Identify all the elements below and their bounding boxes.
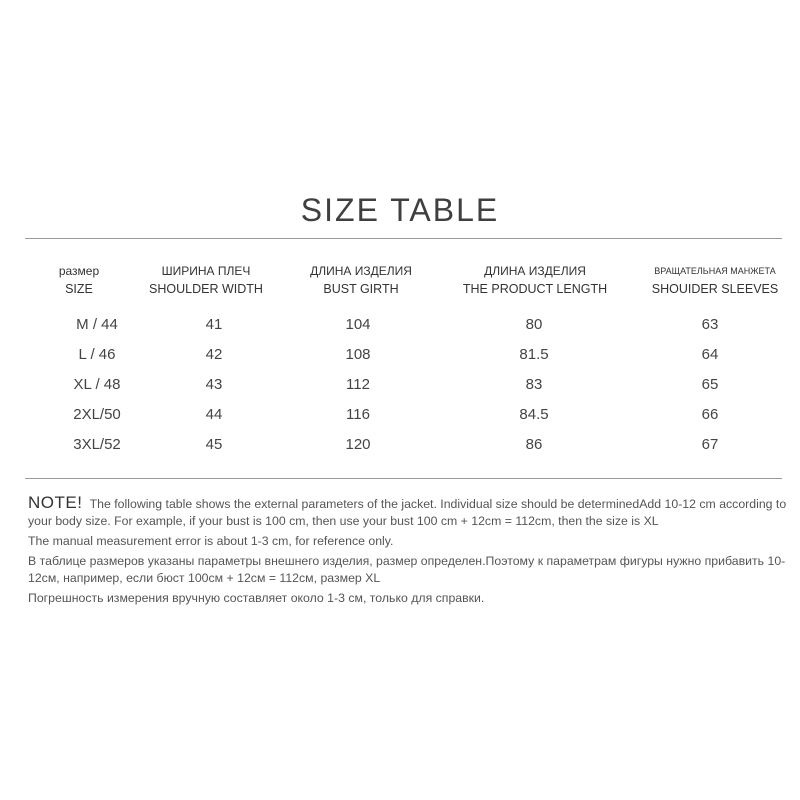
header-product-length <box>463 262 607 298</box>
header-shoulder-width-en: SHOULDER WIDTH <box>149 282 263 296</box>
size-table-title: SIZE TABLE <box>300 192 500 228</box>
header-size-en: SIZE <box>65 282 93 296</box>
cell-shoulder-sleeves: 65 <box>701 376 719 393</box>
cell-shoulder-sleeves: 66 <box>701 406 719 423</box>
header-shoulder-width-ru: ШИРИНА ПЛЕЧ <box>161 264 251 278</box>
header-shoulder-sleeves <box>652 262 778 298</box>
note-paragraph-4: Погрешность измерения вручную составляет около 1-3 см, только для справки. <box>28 591 485 605</box>
header-bust-girth <box>310 262 412 298</box>
cell-size: 3XL/52 <box>73 436 121 453</box>
cell-size: L / 46 <box>78 346 116 363</box>
cell-shoulder-width: 45 <box>205 436 223 453</box>
top-divider <box>25 238 782 239</box>
header-size-ru: размер <box>58 264 100 278</box>
table-row <box>0 406 800 430</box>
header-shoulder-sleeves-ru: ВРАЩАТЕЛЬНАЯ МАНЖЕТА <box>654 266 776 276</box>
cell-shoulder-sleeves: 64 <box>701 346 719 363</box>
cell-shoulder-sleeves: 63 <box>701 316 719 333</box>
note-heading: NOTE! <box>28 493 83 512</box>
cell-bust-girth: 108 <box>345 346 371 363</box>
cell-bust-girth: 116 <box>346 406 370 423</box>
bottom-divider <box>25 478 782 479</box>
note-line-1: The following table shows the external parameters of the jacket. Individual size should be determinedAdd 10-12 cm according to your body size. For example, if your bust is 100 cm, then use your bust 100 cm + 12cm = 112cm, then the size is XL <box>28 497 787 528</box>
cell-product-length: 81.5 <box>519 346 549 363</box>
cell-product-length: 86 <box>525 436 543 453</box>
cell-size: XL / 48 <box>73 376 121 393</box>
cell-bust-girth: 112 <box>346 376 370 393</box>
cell-bust-girth: 104 <box>345 316 371 333</box>
header-bust-girth-ru: ДЛИНА ИЗДЕЛИЯ <box>310 264 412 278</box>
cell-shoulder-width: 43 <box>205 376 223 393</box>
header-product-length-en: THE PRODUCT LENGTH <box>462 282 608 296</box>
table-row <box>0 346 800 370</box>
cell-product-length: 83 <box>525 376 543 393</box>
cell-size: 2XL/50 <box>73 406 121 423</box>
cell-size: M / 44 <box>76 316 118 333</box>
note-paragraph-2: The manual measurement error is about 1-3 cm, for reference only. <box>28 534 394 548</box>
note-paragraph-3: В таблице размеров указаны параметры внешнего изделия, размер определен.Поэтому к параметрам фигуры нужно прибавить 10-12см, например, если бюст 100см + 12см = 112см, размер XL <box>28 554 786 585</box>
notes-section <box>28 494 788 610</box>
table-row <box>0 316 800 340</box>
note-paragraph-1 <box>28 494 788 530</box>
header-shoulder-width <box>149 262 263 298</box>
header-bust-girth-en: BUST GIRTH <box>323 282 399 296</box>
cell-shoulder-width: 42 <box>205 346 223 363</box>
cell-shoulder-width: 41 <box>205 316 223 333</box>
cell-shoulder-sleeves: 67 <box>701 436 719 453</box>
cell-product-length: 84.5 <box>519 406 549 423</box>
cell-bust-girth: 120 <box>345 436 371 453</box>
table-row <box>0 436 800 460</box>
cell-product-length: 80 <box>525 316 543 333</box>
header-size <box>59 262 99 298</box>
table-row <box>0 376 800 400</box>
header-product-length-ru: ДЛИНА ИЗДЕЛИЯ <box>484 264 586 278</box>
header-shoulder-sleeves-en: SHOUIDER SLEEVES <box>651 282 779 296</box>
cell-shoulder-width: 44 <box>205 406 223 423</box>
